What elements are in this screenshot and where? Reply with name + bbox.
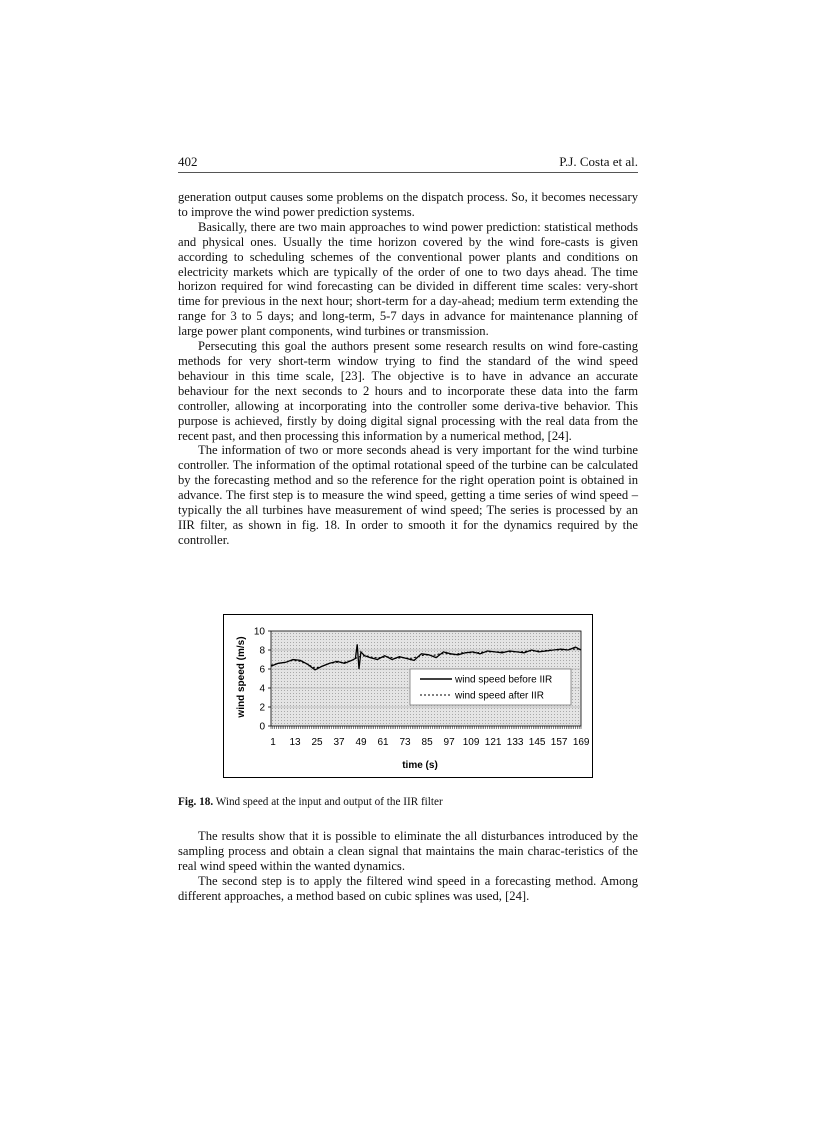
y-axis-label: wind speed (m/s) xyxy=(236,636,247,718)
x-tick-label: 1 xyxy=(270,737,276,748)
figure-caption xyxy=(178,796,638,808)
y-axis xyxy=(254,627,271,733)
y-tick-label: 6 xyxy=(259,664,265,676)
y-tick-label: 4 xyxy=(259,683,265,695)
y-tick-label: 2 xyxy=(259,702,265,714)
x-tick-label: 145 xyxy=(528,737,546,748)
x-tick-label: 49 xyxy=(355,737,367,748)
running-head xyxy=(178,154,638,172)
paragraph: generation output causes some problems on the dispatch process. So, it becomes necessary to improve the wind power prediction systems. xyxy=(178,190,638,219)
page-number: 402 xyxy=(178,154,198,169)
figure-label: Fig. 18. xyxy=(178,796,214,808)
y-tick-label: 10 xyxy=(253,626,265,638)
wind-speed-chart xyxy=(224,615,592,777)
x-tick-label: 97 xyxy=(443,737,455,748)
x-tick-label: 37 xyxy=(333,737,345,748)
header-rule xyxy=(178,172,638,173)
figure-18 xyxy=(223,614,593,778)
x-tick-label: 169 xyxy=(572,737,590,748)
paragraph: Persecuting this goal the authors present some research results on wind fore-casting methods for very short-term window trying to find the standard of the wind speed behaviour in this time scale, [23]. The objective is to have in advance an accurate behaviour for the next seconds to 2 hours and to incorporate these data into the farm controller, allowing at incorporating into the controller some deriva-tive behavior. This purpose is achieved, firstly by doing digital signal processing with the real data from the recent past, and then processing this information by a numerical method, [24]. xyxy=(178,339,638,443)
paragraph: Basically, there are two main approaches to wind power prediction: statistical methods and physical ones. Usually the time horizon covered by the wind fore-casts is given according to scheduling schemes of the conventional power plants and conditions on electricity markets which are typically of the order of one to two days ahead. The time horizon required for wind forecasting can be divided in different time scales: very-short time for previous in the next hour; short-term for a day-ahead; medium term extending the range for 3 to 5 days; and long-term, 5-7 days in advance for maintenance planning of large power plant components, wind turbines or transmission. xyxy=(178,219,638,339)
x-axis xyxy=(270,726,590,748)
body-text-bottom xyxy=(178,829,638,904)
y-tick-label: 0 xyxy=(259,721,265,733)
x-tick-label: 13 xyxy=(289,737,301,748)
paragraph: The results show that it is possible to eliminate the all disturbances introduced by the sampling process and obtain a clean signal that maintains the main charac-teristics of the real wind speed within the wanted dynamics. xyxy=(178,829,638,873)
legend-label-before: wind speed before IIR xyxy=(455,674,553,686)
body-text-top xyxy=(178,190,638,548)
x-tick-label: 61 xyxy=(377,737,389,748)
x-tick-label: 73 xyxy=(399,737,411,748)
figure-caption-text: Wind speed at the input and output of the IIR filter xyxy=(213,796,443,808)
x-tick-label: 85 xyxy=(421,737,433,748)
x-axis-label: time (s) xyxy=(402,760,438,771)
legend xyxy=(410,669,571,705)
paragraph: The information of two or more seconds ahead is very important for the wind turbine controller. The information of the optimal rotational speed of the turbine can be calculated by the forecasting method and so the reference for the right operation point is obtained in advance. The first step is to measure the wind speed, getting a time series of wind speed – typically the all turbines have measurement of wind speed; The series is processed by an IIR filter, as shown in fig. 18. In order to smooth it for the dynamics required by the controller. xyxy=(178,443,638,547)
y-tick-label: 8 xyxy=(259,645,265,657)
x-tick-label: 25 xyxy=(311,737,323,748)
x-tick-label: 133 xyxy=(506,737,524,748)
x-tick-label: 157 xyxy=(550,737,568,748)
x-tick-label: 121 xyxy=(484,737,502,748)
running-head-authors: P.J. Costa et al. xyxy=(559,154,638,169)
legend-label-after: wind speed after IIR xyxy=(455,690,544,702)
paragraph: The second step is to apply the filtered wind speed in a forecasting method. Among different approaches, a method based on cubic splines was used, [24]. xyxy=(178,873,638,903)
x-tick-label: 109 xyxy=(462,737,480,748)
